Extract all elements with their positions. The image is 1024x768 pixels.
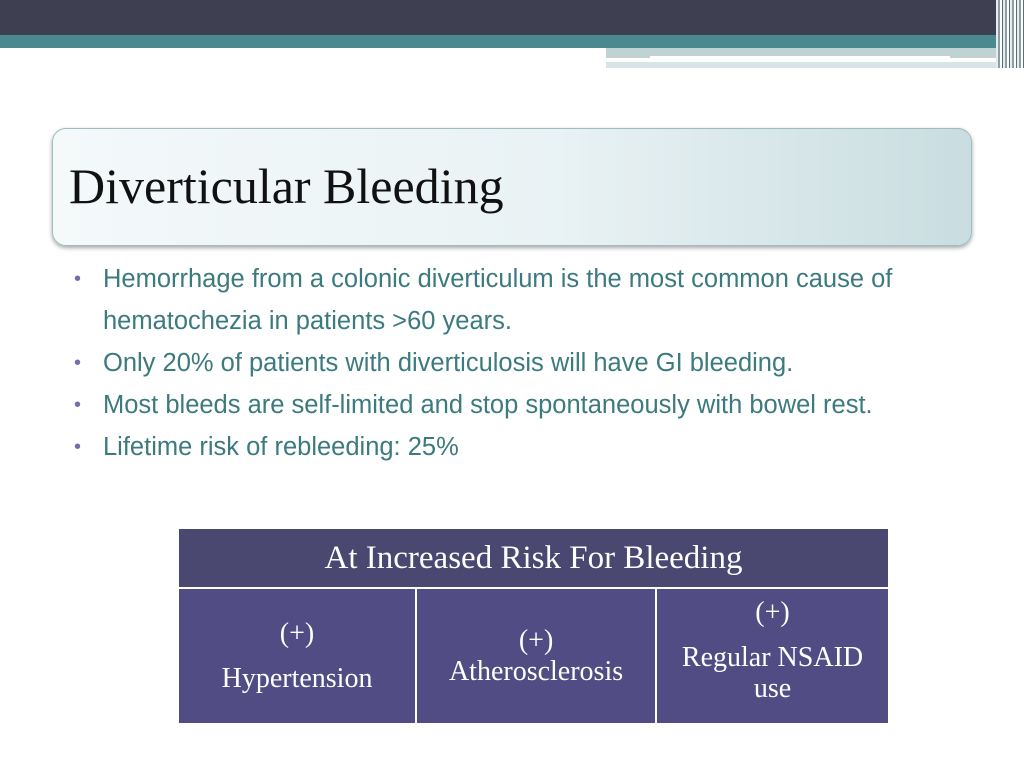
bullet-text: Most bleeds are self-limited and stop spontaneously with bowel rest.	[103, 391, 873, 419]
table-spacer-cell	[656, 723, 888, 736]
table-cell-hypertension	[179, 588, 416, 723]
table-header: At Increased Risk For Bleeding	[179, 529, 888, 588]
cell-sign: (+)	[518, 625, 554, 656]
table-spacer-cell	[179, 723, 416, 736]
bullet-text: Hemorrhage from a colonic diverticulum is the most common cause of hematochezia in patients >60 years.	[103, 265, 893, 335]
corner-stripes	[996, 0, 1024, 68]
accent-line-secondary	[606, 62, 1001, 68]
table-spacer-cell	[416, 723, 656, 736]
table-cell-nsaid	[656, 588, 888, 723]
risk-factor-table	[179, 529, 888, 736]
cell-sign: (+)	[279, 618, 315, 649]
bullet-item	[72, 342, 972, 384]
bullet-item	[72, 258, 972, 342]
top-decorative-bar	[0, 0, 1024, 35]
cell-label: Hypertension	[221, 663, 373, 694]
bullet-item	[72, 426, 972, 468]
slide-title: Diverticular Bleeding	[69, 158, 504, 214]
bullet-item	[72, 384, 972, 426]
cell-label: Atherosclerosis	[448, 656, 624, 687]
teal-accent-bar	[0, 35, 1024, 48]
bullet-dot-icon: •	[74, 436, 82, 458]
bullet-text: Only 20% of patients with diverticulosis will have GI bleeding.	[103, 349, 794, 377]
bullet-dot-icon: •	[74, 352, 82, 374]
bullet-dot-icon: •	[74, 394, 82, 416]
table-spacer-row	[179, 723, 888, 736]
table-header-row	[179, 529, 888, 588]
accent-highlight-line	[650, 56, 950, 59]
table-cell-atherosclerosis	[416, 588, 656, 723]
title-box	[52, 128, 972, 246]
cell-sign: (+)	[755, 597, 790, 628]
bullet-text: Lifetime risk of rebleeding: 25%	[103, 433, 459, 461]
bullet-list	[72, 258, 972, 468]
bullet-dot-icon: •	[74, 268, 82, 290]
cell-label: Regular NSAID use	[681, 642, 864, 704]
table-row	[179, 588, 888, 723]
